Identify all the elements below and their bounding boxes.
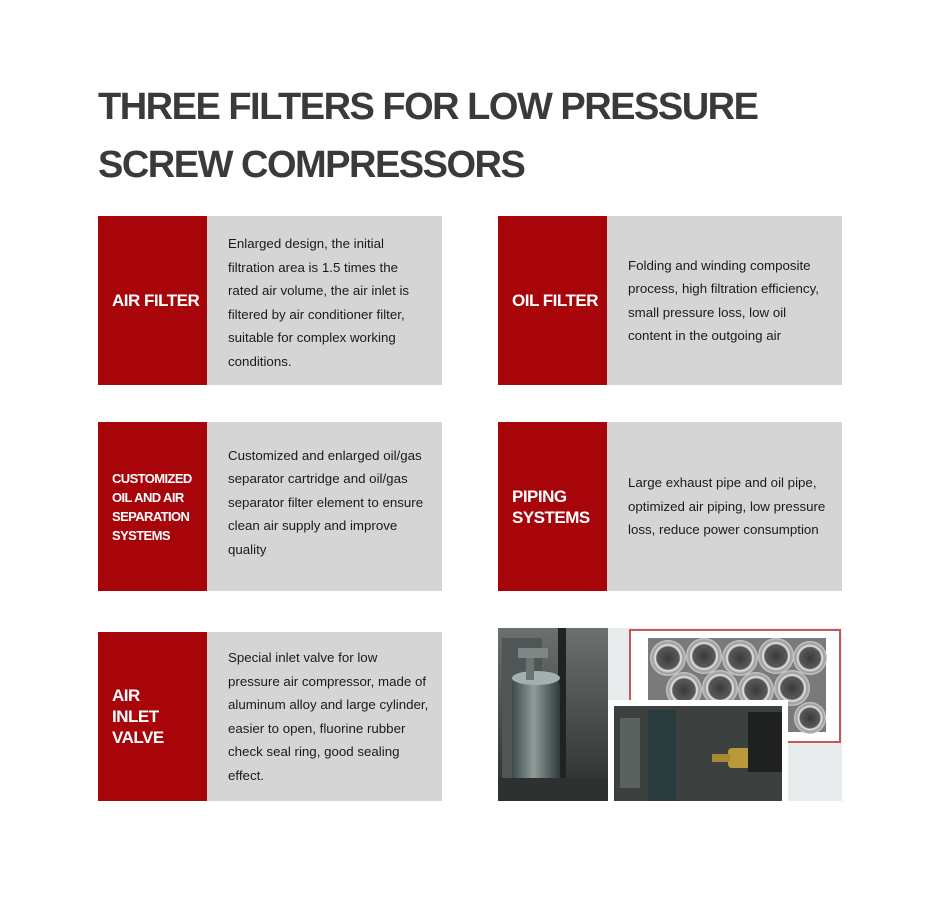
- feature-description-text: Folding and winding composite process, high filtration efficiency, small pressure loss, low oil content in the outgoing air: [628, 257, 819, 343]
- feature-label-air-filter: AIR FILTER: [98, 216, 207, 385]
- compressor-internals-photo: [498, 628, 842, 801]
- feature-label-separation-systems: CUSTOMIZED OIL AND AIR SEPARATION SYSTEMS: [98, 422, 207, 591]
- feature-card-piping-systems: [498, 422, 842, 591]
- feature-card-air-filter: [98, 216, 442, 385]
- feature-label-air-inlet-valve: AIR INLET VALVE: [98, 632, 207, 801]
- feature-description-air-inlet-valve: [207, 632, 442, 801]
- feature-description-text: Enlarged design, the initial filtration area is 1.5 times the rated air volume, the air inlet is filtered by air conditioner filter, suitable for complex working conditions.: [228, 236, 410, 369]
- feature-description-oil-filter: [607, 216, 842, 385]
- feature-description-text: Special inlet valve for low pressure air compressor, made of aluminum alloy and large cylinder, easier to open, fluorine rubber check seal ring, good sealing effect.: [228, 650, 429, 783]
- compressor-photo-illustration: [498, 628, 842, 801]
- feature-description-piping-systems: [607, 422, 842, 591]
- feature-description-text: Large exhaust pipe and oil pipe, optimized air piping, low pressure loss, reduce power consumption: [628, 475, 826, 538]
- feature-description-separation-systems: [207, 422, 442, 591]
- feature-label-oil-filter: OIL FILTER: [498, 216, 607, 385]
- feature-label-piping-systems: PIPING SYSTEMS: [498, 422, 607, 591]
- page-title: [98, 78, 798, 194]
- page-title-line-1: THREE FILTERS FOR LOW PRESSURE: [98, 86, 758, 128]
- feature-card-separation-systems: [98, 422, 442, 591]
- feature-description-air-filter: [207, 216, 442, 385]
- page-title-line-2: SCREW COMPRESSORS: [98, 144, 525, 186]
- feature-card-oil-filter: [498, 216, 842, 385]
- feature-description-text: Customized and enlarged oil/gas separator cartridge and oil/gas separator filter element to ensure clean air supply and improve quality: [228, 447, 424, 557]
- feature-card-air-inlet-valve: [98, 632, 442, 801]
